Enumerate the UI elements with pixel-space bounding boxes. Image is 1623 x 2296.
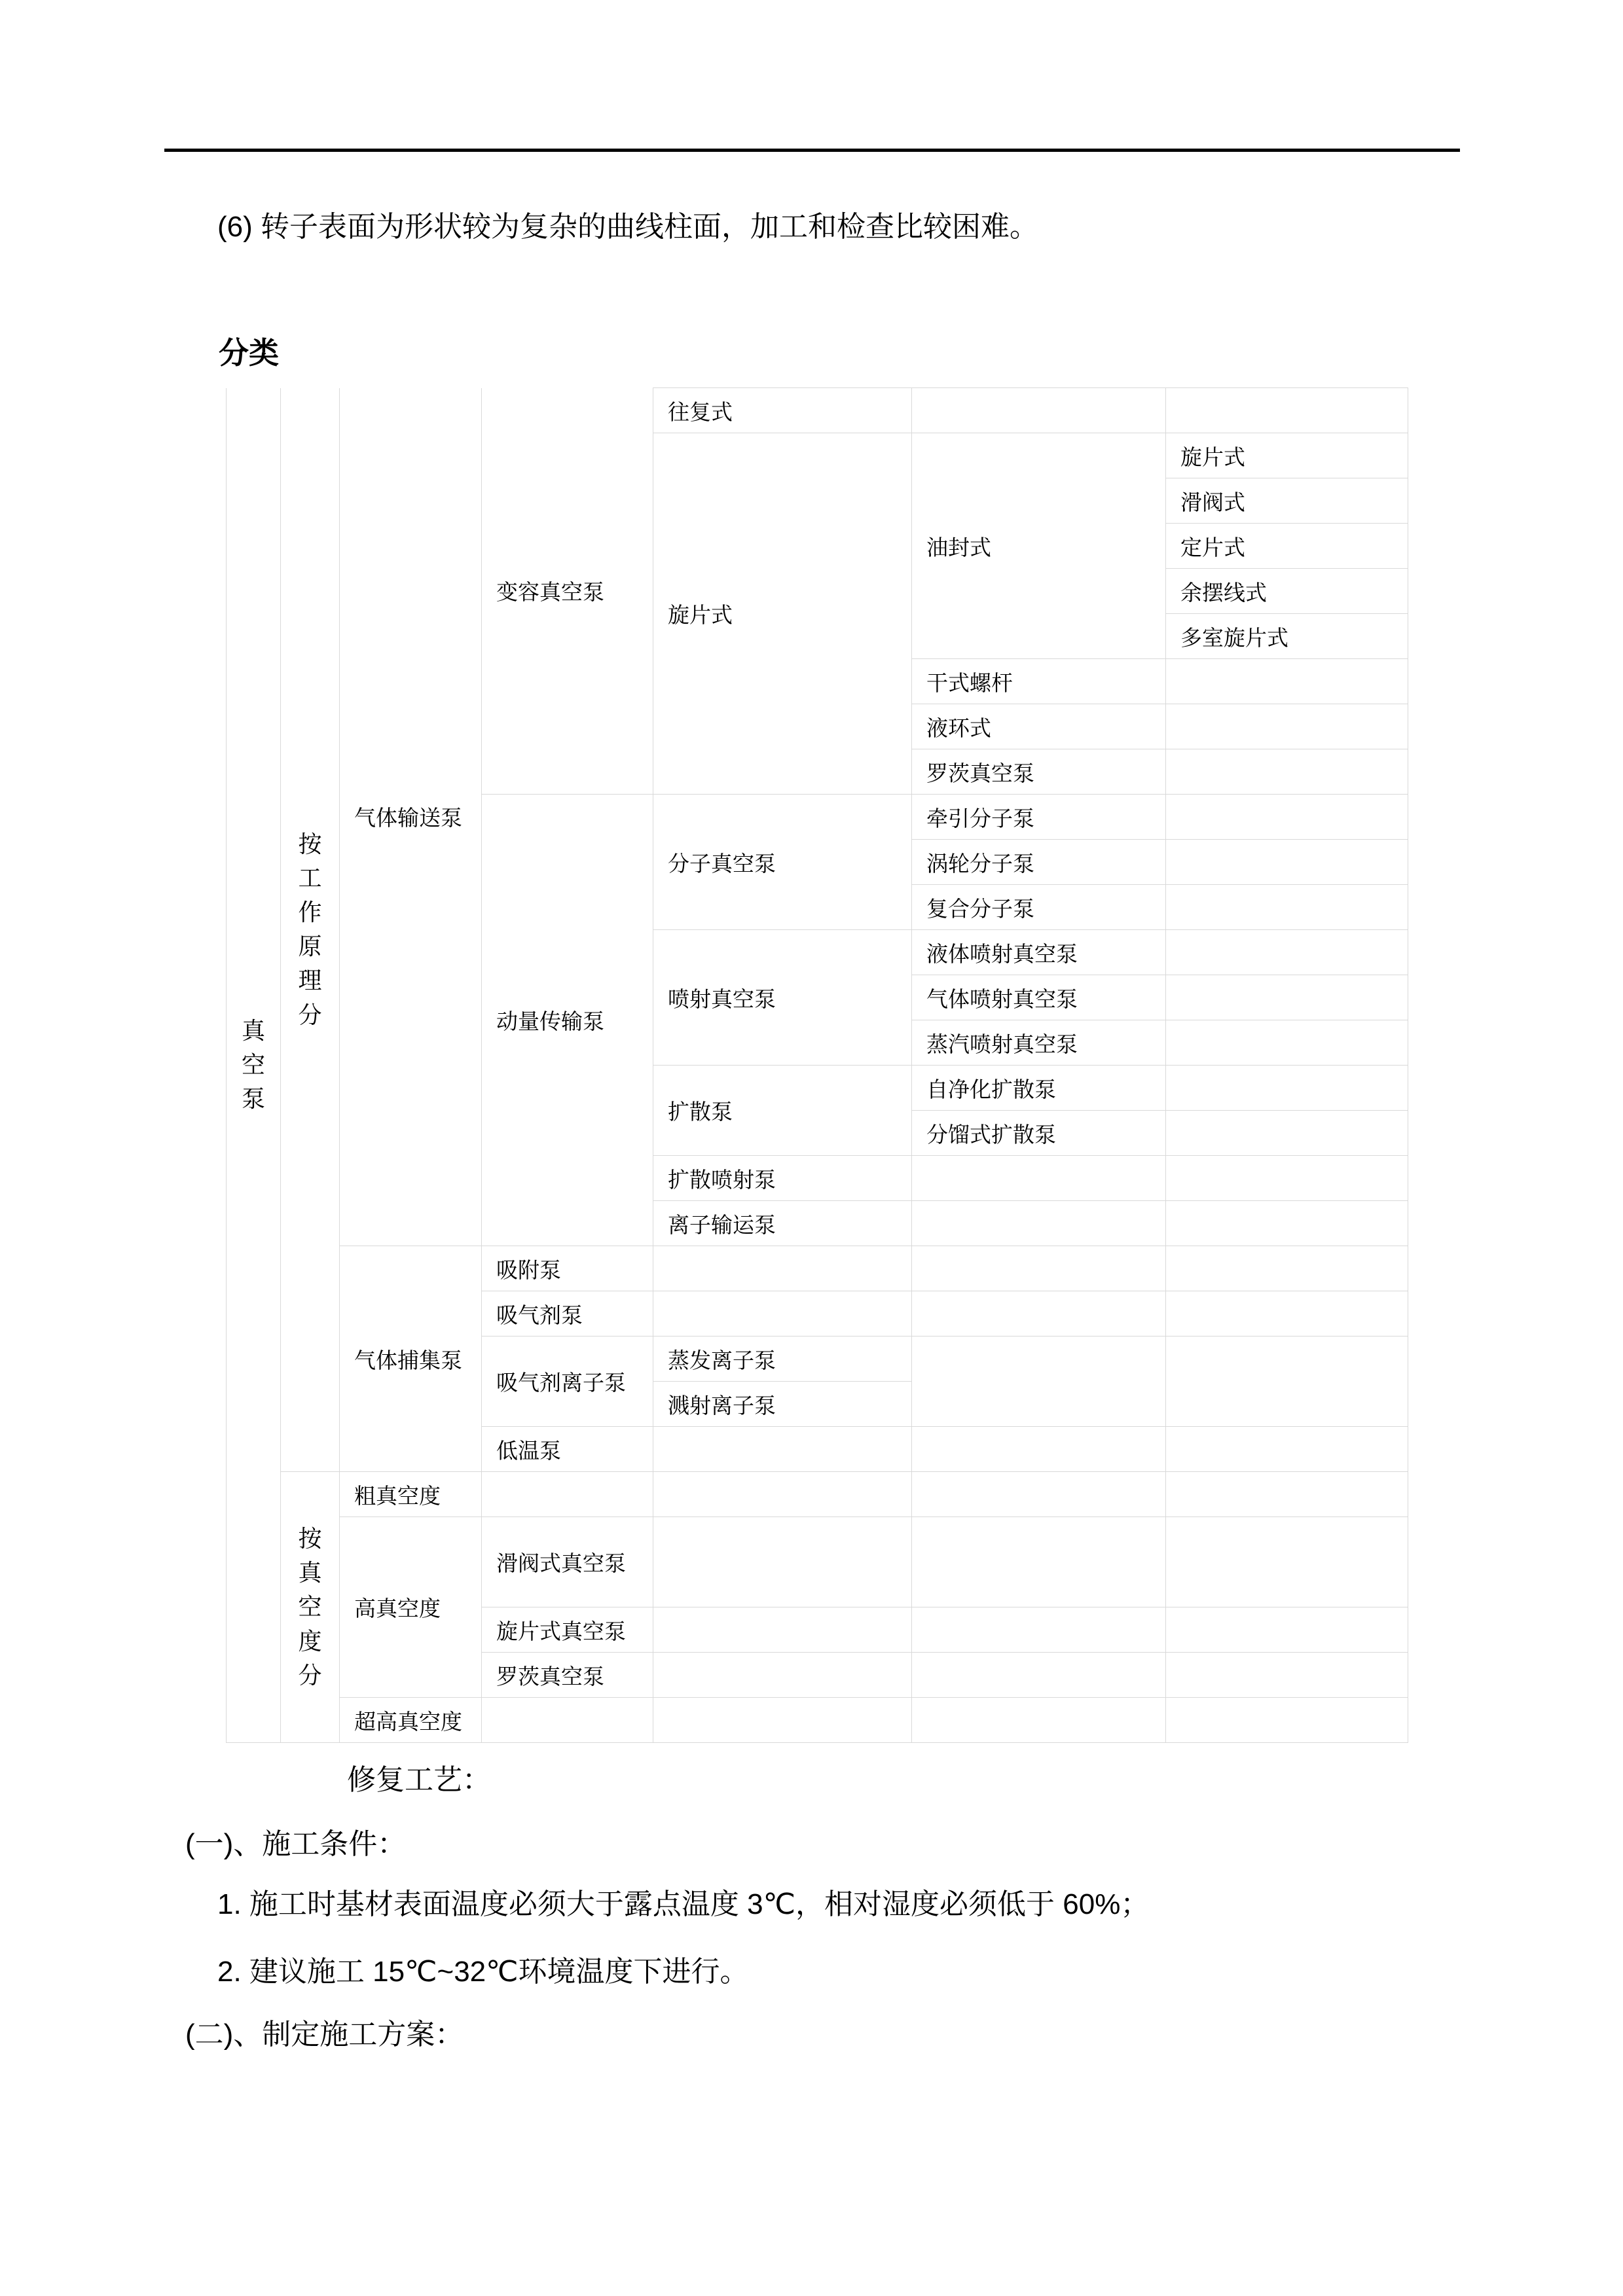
table-cell xyxy=(1166,1336,1408,1427)
table-cell xyxy=(1166,1020,1408,1066)
table-cell: 粗真空度 xyxy=(340,1472,482,1517)
table-cell xyxy=(1166,1427,1408,1472)
list-item-one: (一)、施工条件： xyxy=(185,1828,407,1860)
table-cell xyxy=(912,1472,1166,1517)
table-cell xyxy=(1166,1517,1408,1607)
table-cell: 蒸汽喷射真空泵 xyxy=(912,1020,1166,1066)
table-cell: 低温泵 xyxy=(482,1427,653,1472)
table-cell: 蒸发离子泵 xyxy=(653,1336,912,1382)
table-cell: 喷射真空泵 xyxy=(653,930,912,1066)
table-cell: 旋片式 xyxy=(1166,433,1408,478)
table-cell xyxy=(912,1427,1166,1472)
table-cell: 牵引分子泵 xyxy=(912,795,1166,840)
table-cell: 旋片式 xyxy=(653,433,912,795)
condition-line-2: 2. 建议施工 15℃~32℃环境温度下进行。 xyxy=(217,1956,749,1988)
table-cell xyxy=(482,1472,653,1517)
table-cell: 吸气剂泵 xyxy=(482,1291,653,1336)
table-cell xyxy=(653,1607,912,1653)
table-row xyxy=(227,1246,1408,1291)
table-cell xyxy=(1166,1066,1408,1111)
table-cell xyxy=(653,1472,912,1517)
table-cell: 旋片式真空泵 xyxy=(482,1607,653,1653)
table-row xyxy=(227,1472,1408,1517)
table-cell: 多室旋片式 xyxy=(1166,614,1408,659)
table-cell: 变容真空泵 xyxy=(482,388,653,795)
table-cell: 滑阀式 xyxy=(1166,478,1408,524)
table-cell xyxy=(653,1427,912,1472)
section-heading-classification: 分类 xyxy=(219,336,279,370)
table-row xyxy=(227,1517,1408,1607)
table-cell xyxy=(912,1291,1166,1336)
table-cell: 分馏式扩散泵 xyxy=(912,1111,1166,1156)
table-cell xyxy=(1166,388,1408,433)
table-cell: 超高真空度 xyxy=(340,1698,482,1743)
classification-table xyxy=(226,387,1408,1743)
table-cell xyxy=(653,1698,912,1743)
table-cell: 定片式 xyxy=(1166,524,1408,569)
table-cell xyxy=(1166,749,1408,795)
table-cell xyxy=(1166,1653,1408,1698)
table-cell xyxy=(1166,1246,1408,1291)
table-cell: 分子真空泵 xyxy=(653,795,912,930)
table-cell xyxy=(653,1653,912,1698)
table-cell xyxy=(1166,1607,1408,1653)
table-cell xyxy=(912,1246,1166,1291)
table-cell: 油封式 xyxy=(912,433,1166,659)
vertical-text: 真 空 泵 xyxy=(241,1016,265,1113)
table-cell: 气体输送泵 xyxy=(340,388,482,1246)
table-cell: 离子输运泵 xyxy=(653,1201,912,1246)
table-cell xyxy=(912,1607,1166,1653)
table-cell: 吸附泵 xyxy=(482,1246,653,1291)
paragraph-item-6: (6) 转子表面为形状较为复杂的曲线柱面，加工和检查比较困难。 xyxy=(217,211,1038,243)
table-cell xyxy=(912,1653,1166,1698)
table-cell: 动量传输泵 xyxy=(482,795,653,1246)
table-cell xyxy=(1166,795,1408,840)
table-cell xyxy=(1166,704,1408,749)
table-cell xyxy=(281,1472,340,1743)
table-cell xyxy=(1166,1472,1408,1517)
table-cell xyxy=(912,1201,1166,1246)
header-rule-divider xyxy=(164,149,1460,152)
table-cell xyxy=(1166,840,1408,885)
table-cell: 液环式 xyxy=(912,704,1166,749)
table-cell xyxy=(1166,1698,1408,1743)
table-cell: 溅射离子泵 xyxy=(653,1382,912,1427)
table-cell: 自净化扩散泵 xyxy=(912,1066,1166,1111)
table-cell xyxy=(1166,885,1408,930)
table-cell: 涡轮分子泵 xyxy=(912,840,1166,885)
table-cell xyxy=(1166,659,1408,704)
table-cell xyxy=(653,1291,912,1336)
table-cell: 复合分子泵 xyxy=(912,885,1166,930)
table-cell xyxy=(1166,975,1408,1020)
table-cell: 液体喷射真空泵 xyxy=(912,930,1166,975)
table-cell: 滑阀式真空泵 xyxy=(482,1517,653,1607)
table-cell: 罗茨真空泵 xyxy=(912,749,1166,795)
table-cell xyxy=(1166,930,1408,975)
table-cell xyxy=(653,1246,912,1291)
table-cell xyxy=(1166,1111,1408,1156)
table-cell xyxy=(912,1698,1166,1743)
table-cell xyxy=(227,388,281,1743)
table-cell: 气体喷射真空泵 xyxy=(912,975,1166,1020)
repair-process-heading: 修复工艺： xyxy=(347,1764,491,1796)
table-cell: 罗茨真空泵 xyxy=(482,1653,653,1698)
table-cell: 扩散泵 xyxy=(653,1066,912,1156)
table-cell: 往复式 xyxy=(653,388,912,433)
table-cell xyxy=(281,388,340,1472)
table-cell xyxy=(912,1156,1166,1201)
vertical-text: 按 工 作 原 理 分 xyxy=(298,830,322,1028)
table-cell xyxy=(1166,1156,1408,1201)
table-cell: 干式螺杆 xyxy=(912,659,1166,704)
table-cell xyxy=(1166,1201,1408,1246)
vertical-text: 按 真 空 度 分 xyxy=(298,1525,322,1689)
table-row xyxy=(227,1698,1408,1743)
list-item-two: (二)、制定施工方案： xyxy=(185,2018,464,2051)
table-cell xyxy=(1166,1291,1408,1336)
table-cell xyxy=(482,1698,653,1743)
table-cell xyxy=(912,388,1166,433)
table-cell: 扩散喷射泵 xyxy=(653,1156,912,1201)
table-cell: 吸气剂离子泵 xyxy=(482,1336,653,1427)
table-cell: 气体捕集泵 xyxy=(340,1246,482,1472)
table-cell xyxy=(912,1517,1166,1607)
condition-line-1: 1. 施工时基材表面温度必须大于露点温度 3℃，相对湿度必须低于 60%； xyxy=(217,1888,1150,1920)
table-cell: 余摆线式 xyxy=(1166,569,1408,614)
table-row xyxy=(227,388,1408,433)
table-cell: 高真空度 xyxy=(340,1517,482,1698)
table-cell xyxy=(653,1517,912,1607)
table-cell xyxy=(912,1336,1166,1427)
